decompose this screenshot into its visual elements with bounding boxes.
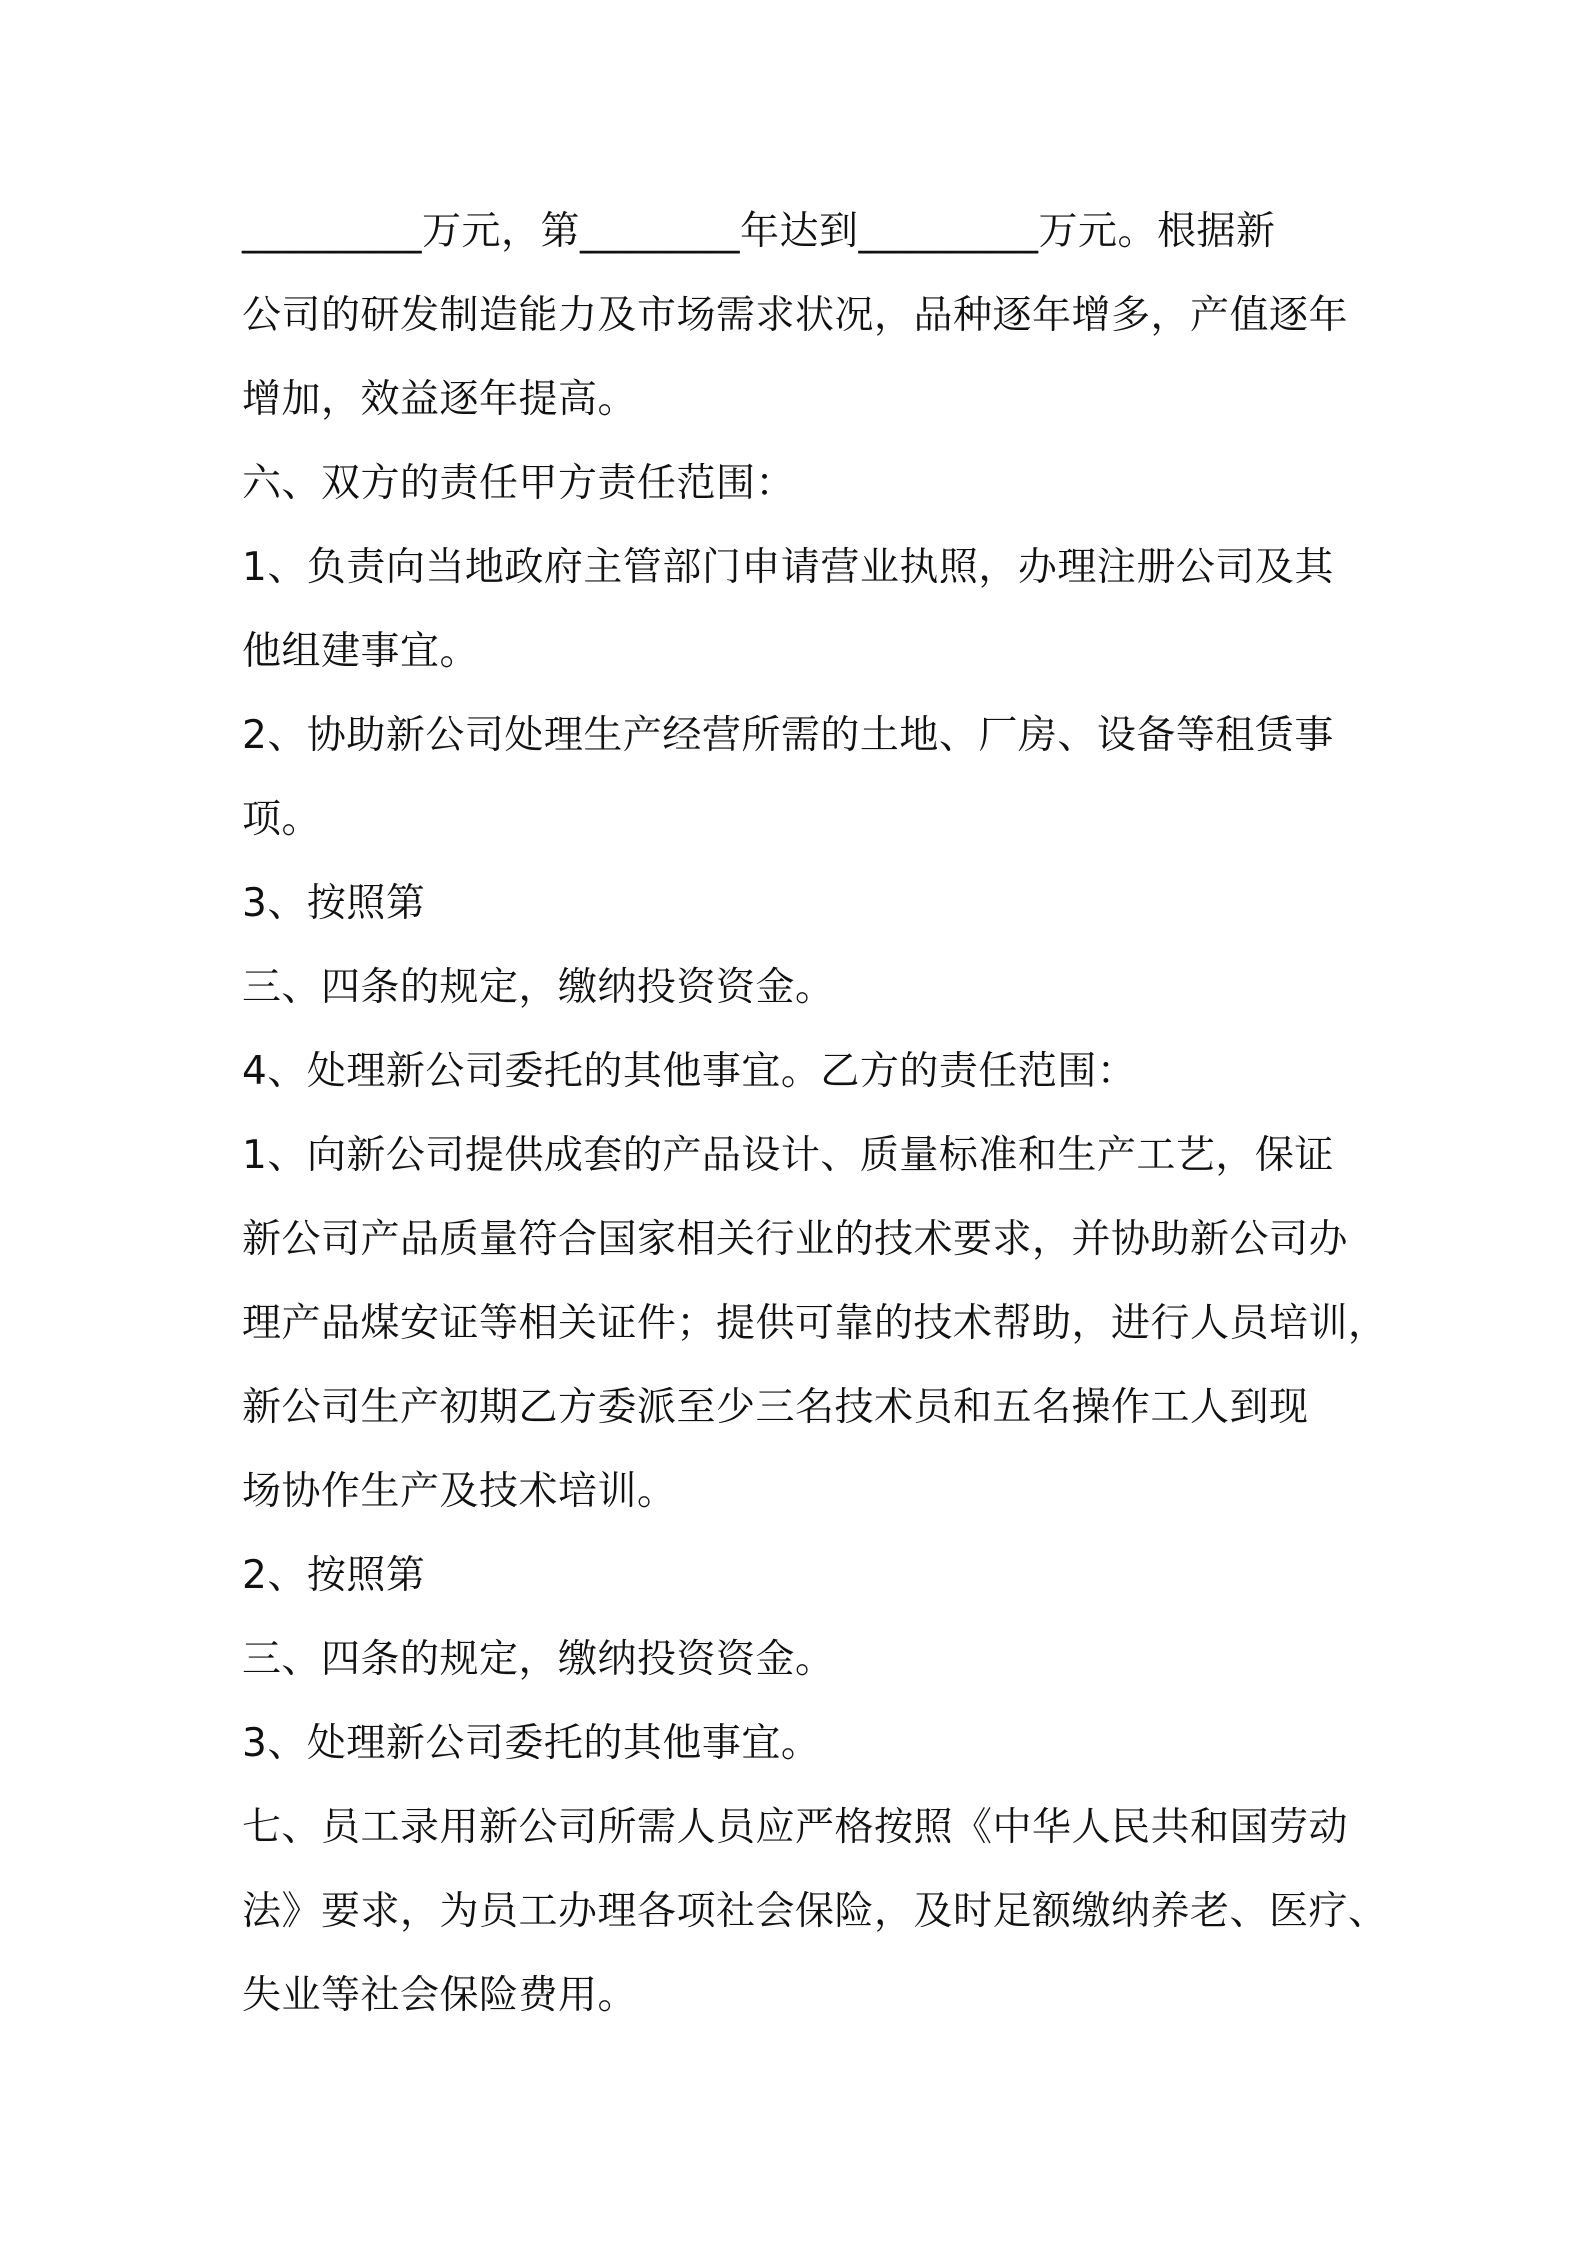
text-line: 法》要求，为员工办理各项社会保险，及时足额缴纳养老、医疗、 bbox=[242, 1889, 1388, 1934]
text-line: 2、按照第 bbox=[242, 1553, 426, 1598]
text-line: 1、向新公司提供成套的产品设计、质量标准和生产工艺，保证 bbox=[242, 1133, 1334, 1178]
text-line: 三、四条的规定，缴纳投资资金。 bbox=[242, 1637, 835, 1682]
text-line: _________万元，第________年达到_________万元。根据新 bbox=[242, 209, 1276, 254]
text-line: 1、负责向当地政府主管部门申请营业执照，办理注册公司及其 bbox=[242, 545, 1334, 590]
text-line: 3、按照第 bbox=[242, 881, 426, 926]
text-line: 场协作生产及技术培训。 bbox=[242, 1469, 677, 1514]
text-line: 失业等社会保险费用。 bbox=[242, 1973, 638, 2018]
document-body bbox=[242, 190, 1388, 2038]
text-line: 3、处理新公司委托的其他事宜。 bbox=[242, 1721, 821, 1766]
text-line: 公司的研发制造能力及市场需求状况，品种逐年增多，产值逐年 bbox=[242, 293, 1349, 338]
text-line: 新公司产品质量符合国家相关行业的技术要求，并协助新公司办 bbox=[242, 1217, 1349, 1262]
text-line: 他组建事宜。 bbox=[242, 629, 480, 674]
text-line: 三、四条的规定，缴纳投资资金。 bbox=[242, 965, 835, 1010]
text-line: 增加，效益逐年提高。 bbox=[242, 377, 638, 422]
text-line: 2、协助新公司处理生产经营所需的土地、厂房、设备等租赁事 bbox=[242, 713, 1334, 758]
text-line: 六、双方的责任甲方责任范围： bbox=[242, 461, 796, 506]
text-line: 七、员工录用新公司所需人员应严格按照《中华人民共和国劳动 bbox=[242, 1805, 1349, 1850]
text-line: 项。 bbox=[242, 797, 322, 842]
text-line: 理产品煤安证等相关证件；提供可靠的技术帮助，进行人员培训， bbox=[242, 1301, 1388, 1346]
text-line: 新公司生产初期乙方委派至少三名技术员和五名操作工人到现 bbox=[242, 1385, 1309, 1430]
text-line: 4、处理新公司委托的其他事宜。乙方的责任范围： bbox=[242, 1049, 1137, 1094]
